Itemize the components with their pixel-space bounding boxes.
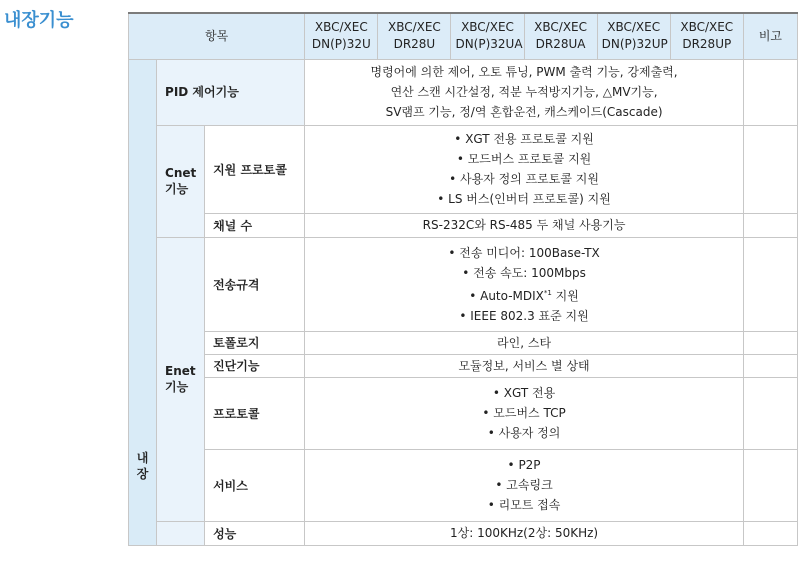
row-pid [129,59,798,125]
performance-label: 성능 [205,521,305,545]
row-cnet-protocol [129,125,798,213]
cnet-protocol-note [743,125,797,213]
cnet-channels-label: 채널 수 [205,213,305,237]
section-title: 내장기능 [4,10,74,31]
cnet-protocol-value: • XGT 전용 프로토콜 지원 • 모드버스 프로토콜 지원 • 사용자 정의 프로토콜 지원 • LS 버스(인버터 프로토콜) 지원 [305,125,744,213]
cnet-protocol-label: 지원 프로토콜 [205,125,305,213]
header-model-6: XBC/XEC DR28UP [670,13,743,59]
enet-protocol-label: 프로토콜 [205,377,305,449]
enet-protocol-note [743,377,797,449]
row-enet-service [129,449,798,521]
side-label: 내 장 [136,450,149,481]
row-performance [129,521,798,545]
enet-diagnostics-label: 진단기능 [205,354,305,377]
row-enet-transmission [129,237,798,331]
enet-service-value: • P2P • 고속링크 • 리모트 접속 [305,449,744,521]
enet-transmission-note [743,237,797,331]
header-model-3: XBC/XEC DN(P)32UA [451,13,524,59]
enet-protocol-value: • XGT 전용 • 모드버스 TCP • 사용자 정의 [305,377,744,449]
cnet-group-label: Cnet 기능 [157,125,205,237]
header-item: 항목 [129,13,305,59]
row-enet-diagnostics [129,354,798,377]
performance-note [743,521,797,545]
header-note: 비고 [743,13,797,59]
side-label-cell [129,59,157,545]
header-model-5: XBC/XEC DN(P)32UP [597,13,670,59]
pid-value: 명령어에 의한 제어, 오토 튜닝, PWM 출력 기능, 강제출력, 연산 스캔 시간설정, 적분 누적방지기능, △MV기능, SV램프 기능, 정/역 혼합운전, 캐스케이드(Cascade) [305,59,744,125]
performance-value: 1상: 100KHz(2상: 50KHz) [305,521,744,545]
cnet-channels-value: RS-232C와 RS-485 두 채널 사용기능 [305,213,744,237]
enet-transmission-value: • 전송 미디어: 100Base-TX • 전송 속도: 100Mbps • Auto-MDIX$^{*1}$ 지원 • IEEE 802.3 표준 지원 [305,237,744,331]
enet-transmission-label: 전송규격 [205,237,305,331]
enet-topology-value: 라인, 스타 [305,331,744,354]
builtin-functions-table [128,12,798,546]
row-enet-protocol [129,377,798,449]
pid-note [743,59,797,125]
row-cnet-channels [129,213,798,237]
row-enet-topology [129,331,798,354]
header-model-2: XBC/XEC DR28U [378,13,451,59]
performance-group [157,521,205,545]
enet-group-label: Enet 기능 [157,237,205,521]
header-model-4: XBC/XEC DR28UA [524,13,597,59]
enet-topology-note [743,331,797,354]
cnet-channels-note [743,213,797,237]
pid-label: PID 제어기능 [157,59,305,125]
enet-service-note [743,449,797,521]
header-row [129,13,798,59]
header-model-1: XBC/XEC DN(P)32U [305,13,378,59]
enet-diagnostics-note [743,354,797,377]
enet-diagnostics-value: 모듈정보, 서비스 별 상태 [305,354,744,377]
enet-topology-label: 토폴로지 [205,331,305,354]
enet-service-label: 서비스 [205,449,305,521]
